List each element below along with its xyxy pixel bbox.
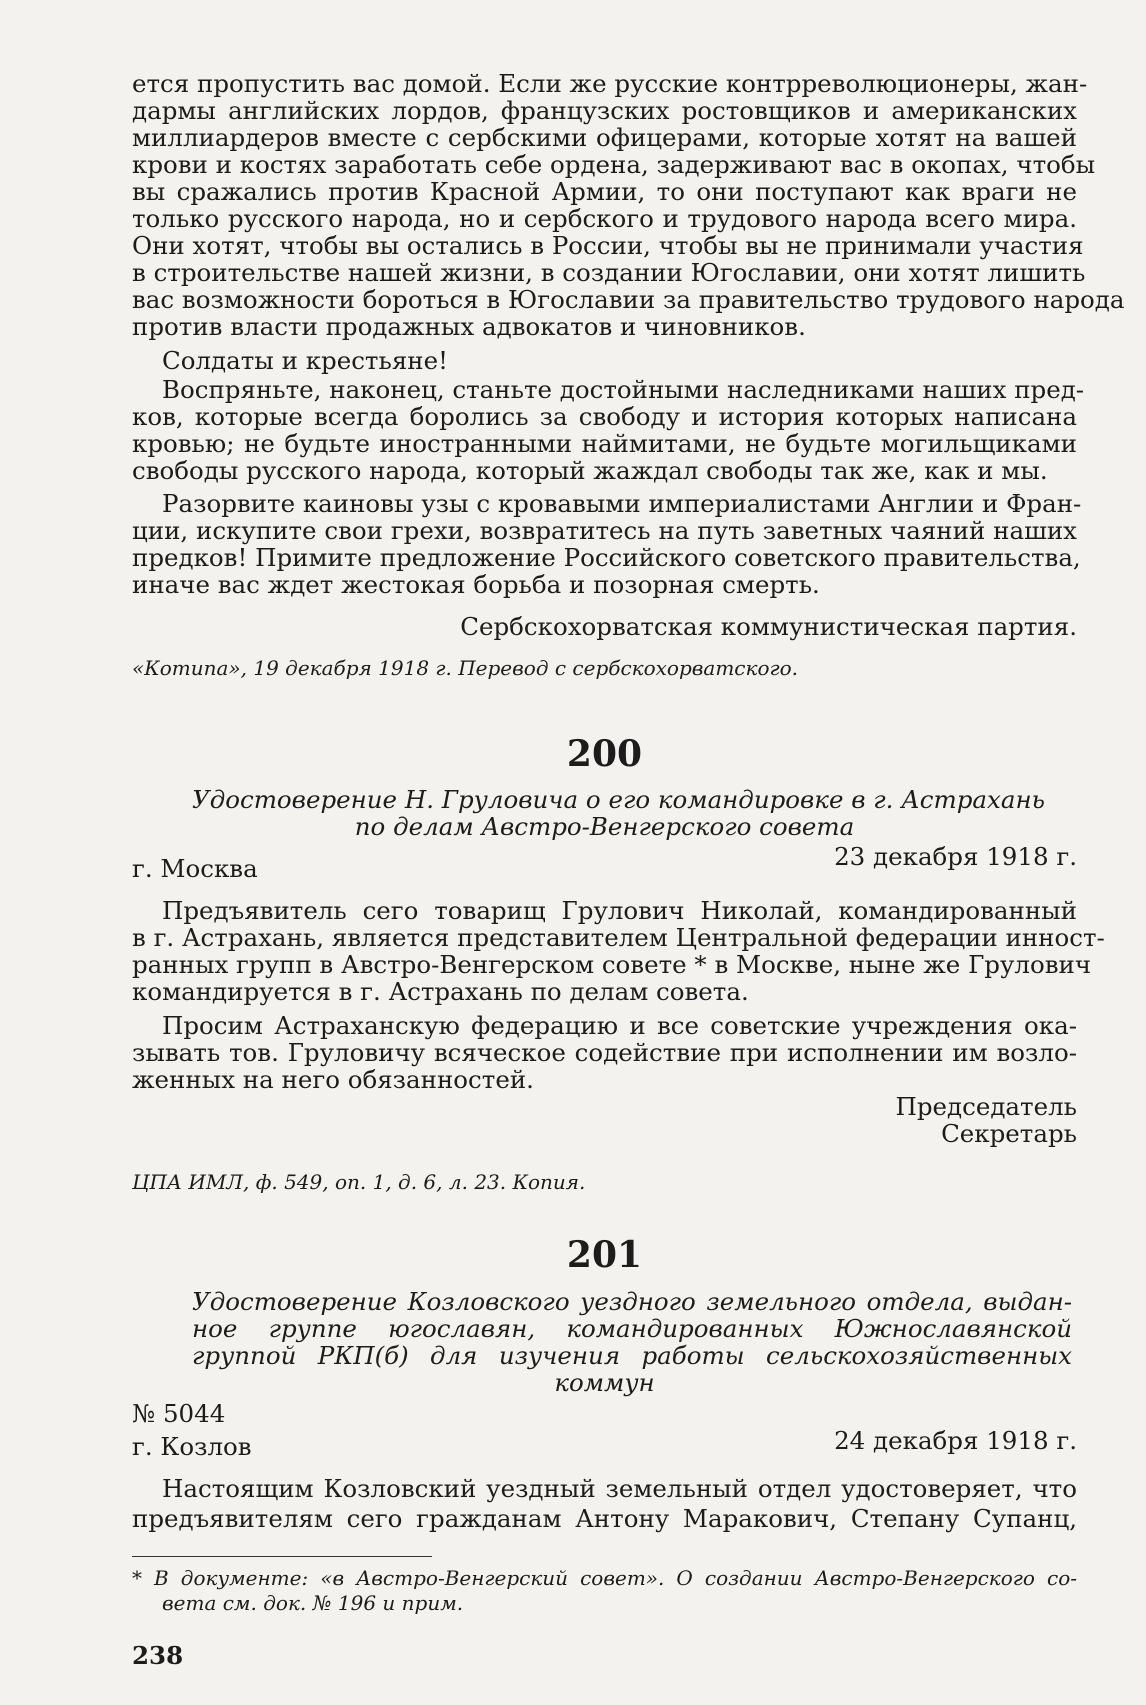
document-title: по делам Австро-Венгерского совета: [354, 812, 855, 841]
page-number: 238: [132, 1641, 184, 1670]
document-number: 200: [566, 733, 643, 775]
body-line: миллиардеров вместе с сербскими офицерами, которые хотят на вашей: [132, 123, 1077, 152]
document-date: 24 декабря 1918 г.: [834, 1426, 1077, 1455]
body-line: свободы русского народа, который жаждал свободы так же, как и мы.: [132, 456, 1048, 485]
body-line: крови и костях заработать себе ордена, задерживают вас в окопах, чтобы: [132, 150, 1096, 179]
document-title: коммун: [554, 1368, 655, 1397]
doc-text-line: Просим Астраханскую федерацию и все советские учреждения ока-: [162, 1011, 1077, 1040]
body-line: только русского народа, но и сербского и трудового народа всего мира.: [132, 204, 1077, 233]
doc-text-line: зывать тов. Груловичу всяческое содействие при исполнении им возло-: [132, 1038, 1077, 1067]
source-citation: ЦПА ИМЛ, ф. 549, оп. 1, д. 6, л. 23. Копия.: [132, 1170, 586, 1194]
body-line: ков, которые всегда боролись за свободу и история которых написана: [132, 402, 1077, 431]
body-line: Солдаты и крестьяне!: [162, 346, 448, 375]
doc-text-line: в г. Астрахань, является представителем Центральной федерации инност-: [132, 923, 1105, 952]
document-title: группой РКП(б) для изучения работы сельскохозяйственных: [192, 1341, 1072, 1370]
document-title: ное группе югославян, командированных Южнославянской: [192, 1314, 1072, 1343]
doc-text-line: женных на него обязанностей.: [132, 1065, 534, 1094]
body-line: Они хотят, чтобы вы остались в России, чтобы вы не принимали участия: [132, 231, 1084, 260]
body-line: против власти продажных адвокатов и чиновников.: [132, 312, 806, 341]
body-line: иначе вас ждет жестокая борьба и позорная смерть.: [132, 570, 820, 599]
body-line: ции, искупите свои грехи, возвратитесь на путь заветных чаяний наших: [132, 516, 1077, 545]
document-number: 201: [566, 1234, 643, 1276]
document-place: г. Козлов: [132, 1432, 252, 1461]
signatory-chairman: Председатель: [895, 1092, 1077, 1121]
body-line: вы сражались против Красной Армии, то они поступают как враги не: [132, 177, 1077, 206]
footnote: вета см. док. № 196 и прим.: [162, 1591, 464, 1615]
document-title: Удостоверение Н. Груловича о его командировке в г. Астрахань: [192, 785, 1045, 814]
body-line: вас возможности бороться в Югославии за правительство трудового народа: [132, 285, 1125, 314]
body-line: кровью; не будьте иностранными наймитами, не будьте могильщиками: [132, 429, 1077, 458]
doc-text-line: предъявителям сего гражданам Антону Маракович, Степану Супанц,: [132, 1504, 1077, 1533]
body-line: в строительстве нашей жизни, в создании Югославии, они хотят лишить: [132, 258, 1086, 287]
doc-text-line: ранных групп в Австро-Венгерском совете * в Москве, ныне же Грулович: [132, 950, 1092, 979]
doc-text-line: Настоящим Козловский уездный земельный отдел удостоверяет, что: [162, 1474, 1077, 1503]
footnote-divider: [132, 1556, 432, 1557]
body-line: предков! Примите предложение Российского советского правительства,: [132, 543, 1081, 572]
source-citation: «Котипа», 19 декабря 1918 г. Перевод с сербскохорватского.: [132, 656, 798, 680]
body-line: дармы английских лордов, французских ростовщиков и американских: [132, 96, 1077, 125]
party-signature: Сербскохорватская коммунистическая партия.: [460, 612, 1077, 641]
body-line: ется пропустить вас домой. Если же русские контрреволюционеры, жан-: [132, 69, 1088, 98]
document-title: Удостоверение Козловского уездного земельного отдела, выдан-: [192, 1287, 1072, 1316]
body-line: Воспряньте, наконец, станьте достойными наследниками наших пред-: [162, 375, 1085, 404]
document-registration-number: № 5044: [132, 1399, 226, 1428]
document-place: г. Москва: [132, 854, 258, 883]
body-line: Разорвите каиновы узы с кровавыми империалистами Англии и Фран-: [162, 489, 1082, 518]
document-date: 23 декабря 1918 г.: [834, 842, 1077, 871]
doc-text-line: Предъявитель сего товарищ Грулович Николай, командированный: [162, 896, 1077, 925]
footnote: * В документе: «в Австро-Венгерский совет». О создании Австро-Венгерского со-: [132, 1566, 1077, 1590]
signatory-secretary: Секретарь: [941, 1119, 1077, 1148]
doc-text-line: командируется в г. Астрахань по делам совета.: [132, 977, 749, 1006]
